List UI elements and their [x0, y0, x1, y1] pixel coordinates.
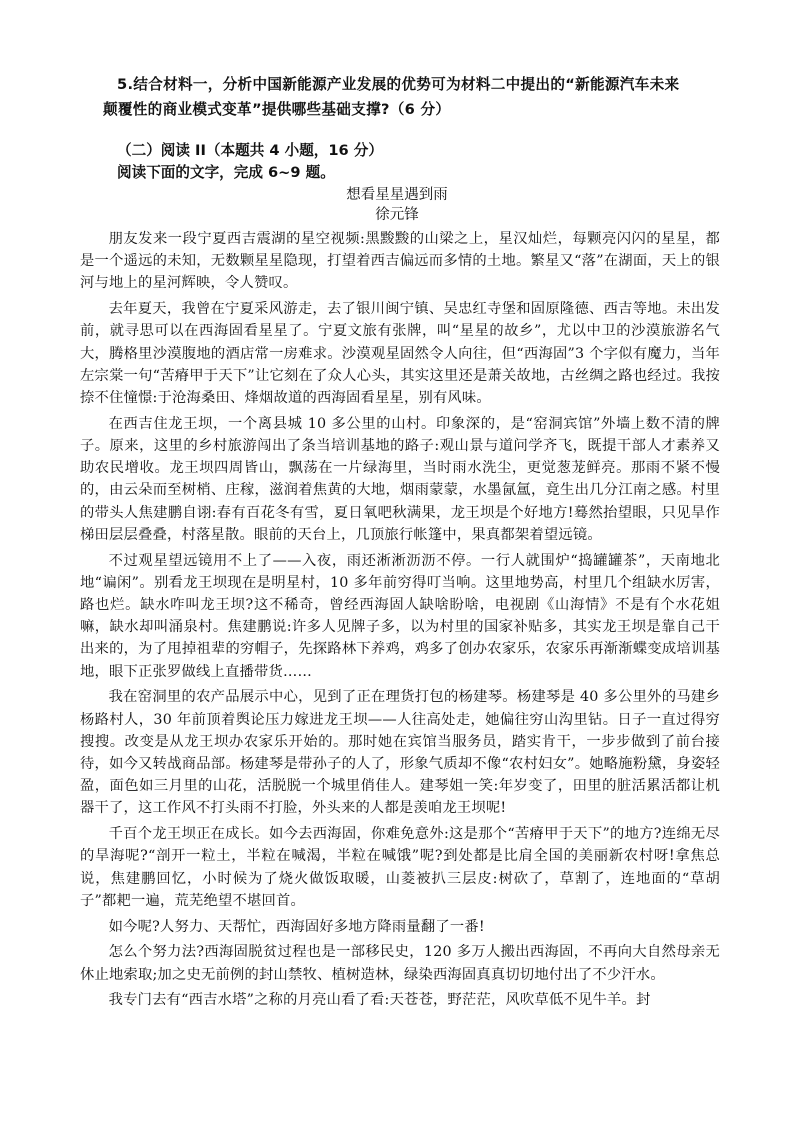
article-paragraph: 怎么个努力法?西海固脱贫过程也是一部移民史，120 多万人搬出西海固，不再向大自然母亲无休止地索取;加之史无前例的封山禁牧、植树造林，绿染西海固真真切切地付出了不少汗水。: [80, 944, 720, 983]
question-5: [103, 72, 757, 122]
question-5-line-2: 颠覆性的商业模式变革”提供哪些基础支撑?（6 分）: [103, 101, 451, 118]
article-paragraph: 不过观星望远镜用不上了——入夜，雨还淅淅沥沥不停。一行人就围炉“捣罐罐茶”，天南地北地“谝闲”。别看龙王坝现在是明星村，10 多年前穷得叮当响。这里地势高，村里几个组缺水厉害，路也烂。缺水咋叫龙王坝?这不稀奇，曾经西海固人缺啥盼啥，电视剧《山海情》不是有个水花姐嘛，缺水却叫涌泉村。焦建鹏说:许多人见牌子多，以为村里的国家补贴多，其实龙王坝是靠自己干出来的，为了甩掉祖辈的穷帽子，先探路林下养鸡，鸡多了创办农家乐，农家乐再渐渐蝶变成培训基地，眼下正张罗做线上直播带货……: [80, 552, 720, 680]
article-paragraph: 如今呢?人努力、天帮忙，西海固好多地方降雨量翻了一番!: [108, 918, 485, 935]
section-heading: （二）阅读 II（本题共 4 小题，16 分）: [117, 142, 383, 159]
article-author: 徐元锋: [375, 207, 419, 223]
article-paragraph: 去年夏天，我曾在宁夏采风游走，去了银川闽宁镇、吴忠红寺堡和固原隆德、西吉等地。未出发前，就寻思可以在西海固看星星了。宁夏文旅有张牌，叫“星星的故乡”，尤以中卫的沙漠旅游名气大，腾格里沙漠腹地的酒店常一房难求。沙漠观星固然令人向往，但“西海固”3 个字似有魔力，当年左宗棠一句“苦瘠甲于天下”让它刻在了众人心头，其实这里还是萧关故地，古丝绸之路也经过。我按捺不住憧憬:于沧海桑田、烽烟故道的西海固看星星，别有风味。: [80, 301, 720, 407]
article-paragraph: 朋友发来一段宁夏西吉震湖的星空视频:黑黢黢的山梁之上，星汉灿烂，每颗亮闪闪的星星，都是一个遥远的未知，无数颗星星隐现，打望着西吉偏远而多情的土地。繁星又“落”在湖面，天上的银河与地上的星河辉映，令人赞叹。: [80, 231, 720, 292]
article-body: [80, 228, 720, 1015]
section-instruction: 阅读下面的文字，完成 6~9 题。: [117, 164, 335, 181]
article-paragraph: 我专门去有“西吉水塔”之称的月亮山看了看:天苍苍，野茫茫，风吹草低不见牛羊。封: [108, 992, 651, 1009]
article-paragraph: 千百个龙王坝正在成长。如今去西海固，你难免意外:这是那个“苦瘠甲于天下”的地方?连绵无尽的旱海呢?“剖开一粒土，半粒在喊渴，半粒在喊饿”呢?到处都是比肩全国的美丽新农村呀!拿焦总说，焦建鹏回忆，小时候为了烧火做饭取暖，山菱被扒三层皮:树砍了，草割了，连地面的“草胡子”都耙一遍，荒芜绝望不堪回首。: [80, 826, 720, 909]
article-title: 想看星星遇到雨: [346, 187, 448, 203]
article-paragraph: 我在窑洞里的农产品展示中心，见到了正在理货打包的杨建琴。杨建琴是 40 多公里外的马建乡杨路村人，30 年前顶着舆论压力嫁进龙王坝——人往高处走，她偏往穷山沟里钻。日子一直过得穷搜搜。改变是从龙王坝办农家乐开始的。那时她在宾馆当服务员，踏实肯干，一步步做到了前台接待，如今又转战商品部。杨建琴是带孙子的人了，形象气质却不像“农村妇女”。她略施粉黛，身姿轻盈，面色如三月里的山花，活脱脱一个城里俏佳人。建琴姐一笑:年岁变了，田里的脏活累活都让机器干了，这工作风不打头雨不打脸，外头来的人都是羡咱龙王坝呢!: [80, 689, 720, 817]
article-paragraph: 在西吉住龙王坝，一个离县城 10 多公里的山村。印象深的，是“窑洞宾馆”外墙上数不清的牌子。原来，这里的乡村旅游闯出了条当培训基地的路子:观山景与道问学齐飞，既提干部人才素养又助农民增收。龙王坝四周皆山，飘荡在一片绿海里，当时雨水洗尘，更觉葱茏鲜亮。那雨不紧不慢的，由云朵而至树梢、庄稼，滋润着焦黄的大地，烟雨蒙蒙，水墨氤氲，竟生出几分江南之感。村里的带头人焦建鹏自诩:春有百花冬有雪，夏日氧吧秋满果，龙王坝是个好地方!蓦然抬望眼，只见旱作梯田层层叠叠，村落星散。眼前的天台上，几顶旅行帐篷中，果真都架着望远镜。: [80, 415, 720, 543]
question-5-line-1: 5.结合材料一，分析中国新能源产业发展的优势可为材料二中提出的“新能源汽车未来: [117, 76, 680, 93]
